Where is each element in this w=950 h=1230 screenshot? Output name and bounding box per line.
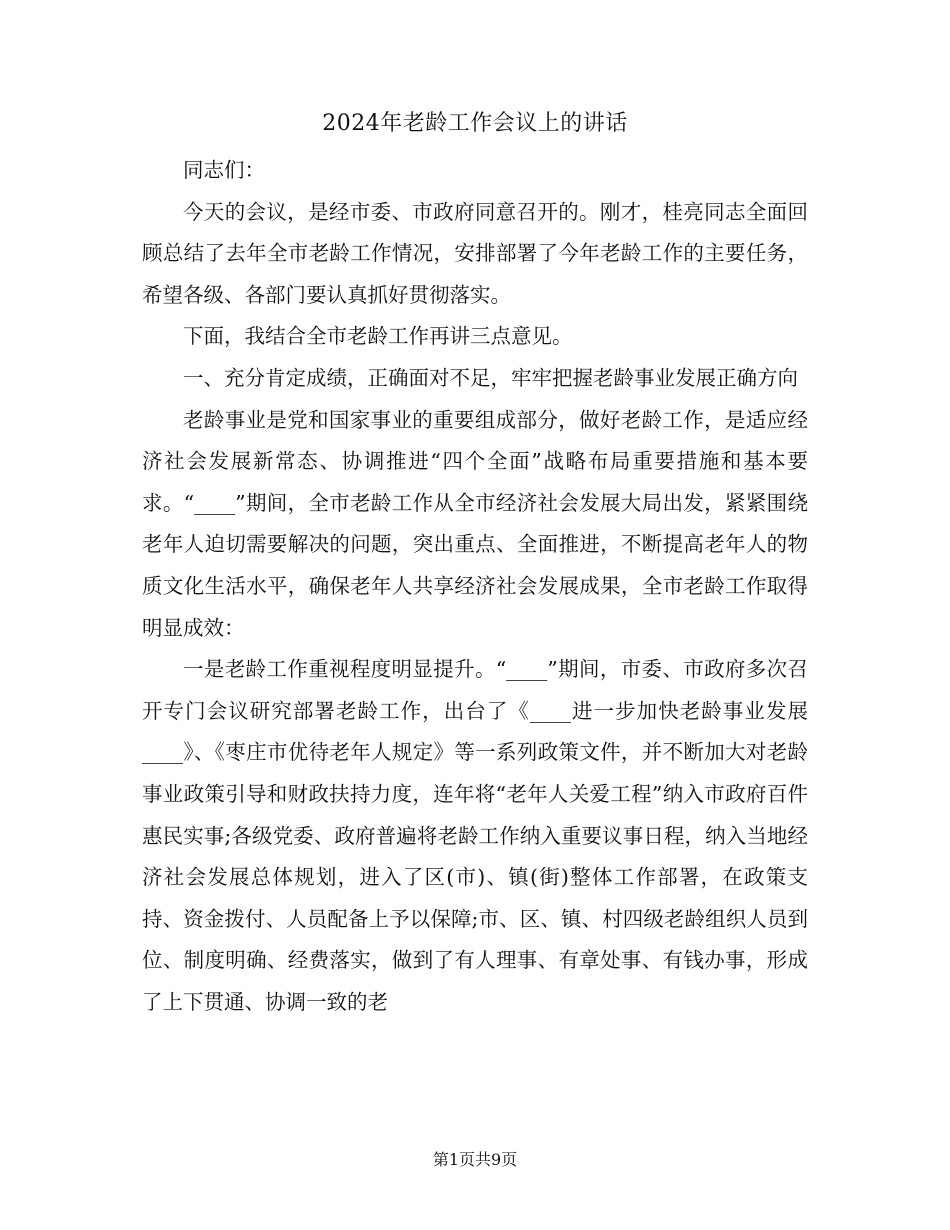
body-paragraph: 老龄事业是党和国家事业的重要组成部分，做好老龄工作，是适应经济社会发展新常态、协调推进“四个全面”战略布局重要措施和基本要求。“____”期间，全市老龄工作从全市经济社会发展大局出发，紧紧围绕老年人迫切需要解决的问题，突出重点、全面推进，不断提高老年人的物质文化生活水平，确保老年人共享经济社会发展成果，全市老龄工作取得明显成效： (142, 407, 808, 640)
page-number: 第1页共9页 (432, 1150, 518, 1169)
body-paragraph: 下面，我结合全市老龄工作再讲三点意见。 (183, 324, 573, 349)
document-body (142, 150, 808, 1023)
body-paragraph: 今天的会议，是经市委、市政府同意召开的。刚才，桂亮同志全面回顾总结了去年全市老龄工作情况，安排部署了今年老龄工作的主要任务，希望各级、各部门要认真抓好贯彻落实。 (142, 199, 808, 307)
body-paragraph: 一是老龄工作重视程度明显提升。“____”期间，市委、市政府多次召开专门会议研究部署老龄工作，出台了《____进一步加快老龄事业发展____》、《枣庄市优待老年人规定》等一系列政策文件，并不断加大对老龄事业政策引导和财政扶持力度，连年将“老年人关爱工程”纳入市政府百件惠民实事;各级党委、政府普遍将老龄工作纳入重要议事日程，纳入当地经济社会发展总体规划，进入了区(市)、镇(街)整体工作部署，在政策支持、资金拨付、人员配备上予以保障;市、区、镇、村四级老龄组织人员到位、制度明确、经费落实，做到了有人理事、有章处事、有钱办事，形成了上下贯通、协调一致的老 (142, 657, 808, 1014)
section-heading: 一、充分肯定成绩，正确面对不足，牢牢把握老龄事业发展正确方向 (183, 365, 798, 390)
salutation-paragraph: 同志们： (183, 158, 265, 182)
document-title: 2024年老龄工作会议上的讲话 (322, 111, 628, 136)
